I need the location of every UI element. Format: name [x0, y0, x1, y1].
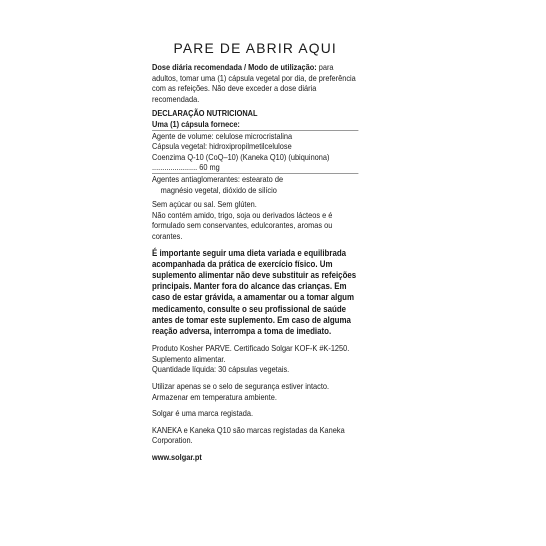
quantity-note: Quantidade líquida: 30 cápsulas vegetais. — [152, 364, 290, 375]
dose-text: para adultos, tomar uma (1) cápsula vegetal por dia, de preferência com as refeições. Não deve exceder a dose diária recomendada. — [152, 62, 356, 104]
kaneka-trademark: KANEKA e Kaneka Q10 são marcas registadas da Kaneka Corporation. — [152, 424, 345, 446]
dose-heading: Dose diária recomendada / Modo de utilização: — [152, 62, 317, 72]
capsule-material: Cápsula vegetal: hidroxipropilmetilcelulose — [152, 141, 292, 152]
warning-text: É importante seguir uma dieta variada e equilibrada acompanhada da prática de exercício físico. Um suplemento alimentar não deve substituir as refeições principais. Manter fora do alcance das crianças. Em caso de estar grávida, a amamentar ou a tomar algum medicamento, consulte o seu profissional de saúde antes de tomar este suplemento. Em caso de alguma reação adversa, interrompa a toma de imediato. — [152, 247, 357, 336]
coq10-amount: Coenzima Q-10 (CoQ–10) (Kaneka Q10) (ubiquinona) ...................... 60 mg — [152, 151, 330, 173]
label-title: PARE DE ABRIR AQUI — [173, 40, 337, 56]
volume-agent: Agente de volume: celulose microcristalina — [152, 130, 293, 141]
supplement-note: Suplemento alimentar. — [152, 353, 226, 364]
nutrition-heading: DECLARAÇÃO NUTRICIONAL — [152, 108, 258, 119]
no-sugar-note: Sem açúcar ou sal. Sem glúten. — [152, 199, 257, 210]
dose-paragraph — [152, 62, 358, 104]
seal-note: Utilizar apenas se o selo de segurança estiver intacto. Armazenar em temperatura ambiente. — [152, 380, 330, 402]
anticaking-line-1: Agentes antiaglomerantes: estearato de — [152, 173, 284, 184]
anticaking-line-2: magnésio vegetal, dióxido de silício — [160, 184, 277, 195]
nutrition-subheading: Uma (1) cápsula fornece: — [152, 118, 240, 129]
no-starch-note: Não contém amido, trigo, soja ou derivados lácteos e é formulado sem conservantes, edulcorantes, aromas ou corantes. — [152, 209, 333, 241]
supplement-label — [152, 40, 358, 462]
solgar-trademark: Solgar é uma marca registada. — [152, 408, 254, 419]
website-link[interactable]: www.solgar.pt — [152, 451, 202, 462]
kosher-note: Produto Kosher PARVE. Certificado Solgar KOF-K #K-1250. — [152, 343, 350, 354]
